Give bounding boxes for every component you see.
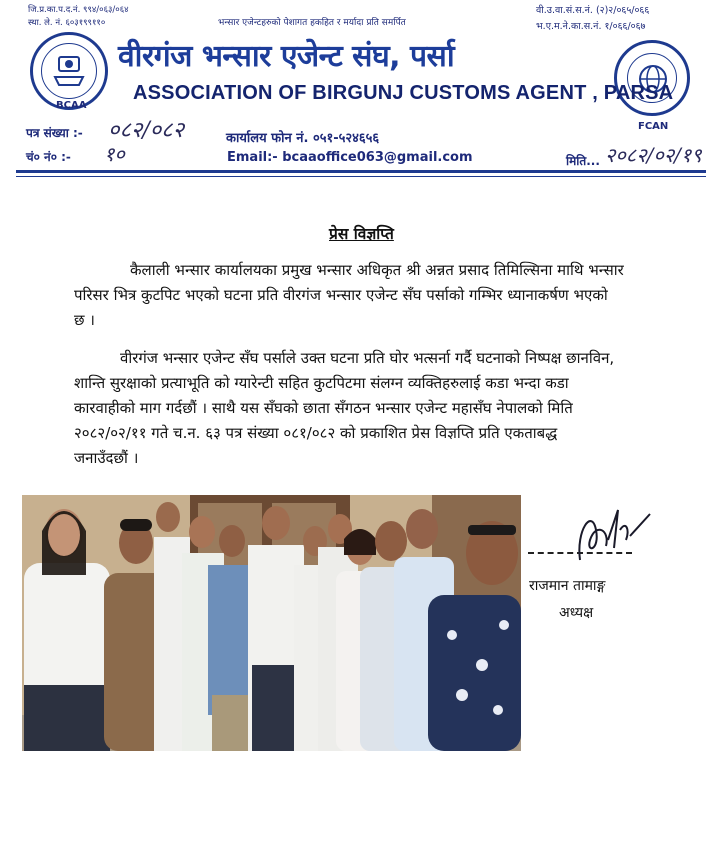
date-label: मिति... bbox=[566, 154, 600, 168]
paragraph-2 bbox=[74, 346, 682, 471]
patra-label: पत्र संख्या :- bbox=[26, 126, 83, 140]
fcan-logo-label: FCAN bbox=[638, 121, 669, 132]
registration-left-1: जि.प्र.का.प.द.नं. ९९४/०६३/०६४ bbox=[28, 5, 129, 15]
paragraph-2-line: २०८२/०२/११ गते च.न. ६३ पत्र संख्या ०८१/०८२ को प्रकाशित प्रेस विज्ञप्ति प्रति एकताबद्ध bbox=[74, 424, 558, 442]
letterhead-divider bbox=[16, 170, 706, 173]
registration-left-2: स्था. ले. नं. ६०३१९९११० bbox=[28, 18, 106, 28]
registration-right-2: भ.ए.म.ने.का.स.नं. १/०६६/०६७ bbox=[536, 21, 646, 32]
emblem-icon bbox=[51, 51, 87, 91]
chalani-label: चं० नं० :- bbox=[26, 150, 71, 164]
group-photo bbox=[22, 495, 521, 751]
signatory-name: राजमान तामाङ्ग bbox=[529, 578, 606, 594]
signature-scrawl bbox=[566, 500, 656, 570]
paragraph-2-line: शान्ति सुरक्षाको प्रत्याभूति को ग्यारेन्टी सहित कुटपिटमा संलग्न व्यक्तिहरुलाई कडा भन्दा कडा bbox=[74, 374, 569, 392]
press-release-heading: प्रेस विज्ञप्ति bbox=[329, 225, 394, 243]
paragraph-2-line: वीरगंज भन्सार एजेन्ट सँघ पर्साले उक्त घटना प्रति घोर भत्सर्ना गर्दै घटनाको निष्पक्ष छानविन, bbox=[120, 349, 615, 367]
paragraph-1-line: परिसर भित्र कुटपिट भएको घटना प्रति वीरगंज भन्सार एजेन्ट सँघ पर्साको गम्भिर ध्यानाकर्षण भएको bbox=[74, 286, 608, 304]
registration-right-1: वी.उ.वा.सं.स.नं. (२)२/०६५/०६६ bbox=[536, 5, 650, 16]
bcaa-logo bbox=[30, 32, 108, 110]
org-title-english: ASSOCIATION OF BIRGUNJ CUSTOMS AGENT , PARSA bbox=[133, 82, 674, 104]
paragraph-2-line: जनाउँदछौं । bbox=[74, 449, 139, 467]
paragraph-1-line: कैलाली भन्सार कार्यालयका प्रमुख भन्सार अधिकृत श्री अन्नत प्रसाद तिमिल्सिना माथि भन्सार bbox=[130, 261, 624, 279]
bcaa-logo-label: BCAA bbox=[56, 100, 87, 111]
paragraph-2-line: कारवाहीको माग गर्दछौं । साथै यस सँघको छाता सँगठन भन्सार एजेन्ट महासँघ नेपालको मिति bbox=[74, 399, 573, 417]
office-phone: कार्यालय फोन नं. ०५१-५२४६५६ bbox=[226, 131, 380, 146]
org-title-nepali: वीरगंज भन्सार एजेन्ट संघ, पर्सा bbox=[118, 39, 455, 74]
paragraph-1-line: छ । bbox=[74, 311, 95, 329]
tagline: भन्सार एजेन्टहरुको पेशागत हकहित र मर्यादा प्रति समर्पित bbox=[218, 18, 406, 28]
chalani-value: १० bbox=[104, 142, 125, 166]
office-email: Email:- bcaaoffice063@gmail.com bbox=[227, 150, 473, 165]
date-value: २०८२/०२/१९ bbox=[605, 143, 702, 167]
patra-value: ०८२/०८२ bbox=[108, 118, 185, 143]
signatory-title: अध्यक्ष bbox=[559, 605, 594, 621]
letterhead-divider-thin bbox=[16, 176, 706, 177]
paragraph-1 bbox=[74, 258, 670, 333]
